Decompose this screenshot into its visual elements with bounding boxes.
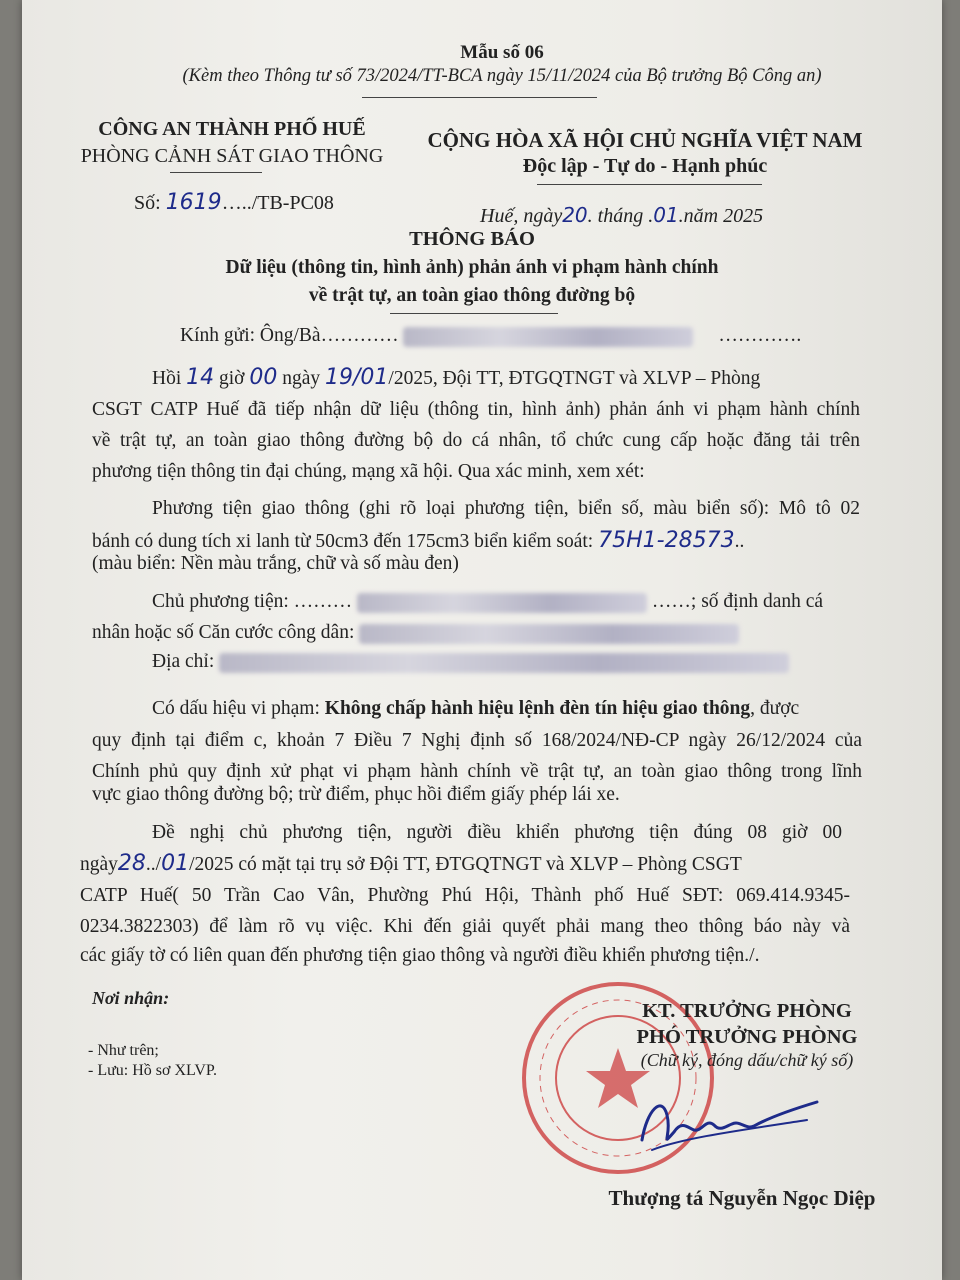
redacted-id [359, 624, 739, 644]
issue-date: Huế, ngày20. tháng .01.năm 2025 [480, 203, 764, 227]
recipient-item-2: - Lưu: Hồ sơ XLVP. [88, 1062, 217, 1079]
violation-line1: Có dấu hiệu vi phạm: Không chấp hành hiệu lệnh đèn tín hiệu giao thông, được [152, 698, 800, 719]
document-subtitle-2: về trật tự, an toàn giao thông đường bộ [308, 285, 636, 306]
republic-motto: Độc lập - Tự do - Hạnh phúc [522, 155, 768, 177]
paragraph-receipt-line4: phương tiện thông tin đại chúng, mạng xã hội. Qua xác minh, xem xét: [92, 461, 645, 482]
signer-name: Thượng tá Nguyễn Ngọc Diệp [608, 1186, 876, 1210]
recipient-item-1: - Như trên; [88, 1042, 159, 1059]
violation-line4: vực giao thông đường bộ; trừ điểm, phục hồi điểm giấy phép lái xe. [92, 784, 620, 805]
receipt-date: 19/01 [325, 365, 389, 390]
date-month: 01 [653, 203, 679, 227]
handwritten-signature [622, 1080, 822, 1160]
republic-title: CỘNG HÒA XÃ HỘI CHỦ NGHĨA VIỆT NAM [427, 128, 863, 152]
time-minute: 00 [249, 365, 278, 390]
form-number: Mẫu số 06 [460, 42, 544, 63]
paragraph-receipt-line3: về trật tự, an toàn giao thông đường bộ do cá nhân, tổ chức cung cấp hoặc đăng tải trên [92, 430, 860, 451]
number-suffix: …../TB-PC08 [221, 192, 334, 214]
divider [170, 172, 262, 173]
violation-description: Không chấp hành hiệu lệnh đèn tín hiệu giao thông [324, 698, 751, 719]
request-line4: 0234.3822303) để làm rõ vụ việc. Khi đến giải quyết phải mang theo thông báo này và [80, 916, 850, 937]
form-reference: (Kèm theo Thông tư số 73/2024/TT-BCA ngày 15/11/2024 của Bộ trưởng Bộ Công an) [182, 66, 822, 86]
recipients-heading: Nơi nhận: [92, 988, 170, 1008]
owner-line1: Chủ phương tiện: ……… ……; số định danh cá [152, 591, 824, 612]
divider [537, 184, 762, 185]
divider [390, 313, 558, 314]
license-plate: 75H1-28573 [598, 528, 735, 553]
address-label: Địa chỉ: [152, 651, 215, 672]
divider [362, 97, 597, 98]
document-title: THÔNG BÁO [409, 228, 535, 250]
signer-title-2: PHÓ TRƯỞNG PHÒNG [636, 1026, 858, 1048]
request-line2: ngày28../01/2025 có mặt tại trụ sở Đội TT, ĐTGQTNGT và XLVP – Phòng CSGT [80, 851, 742, 876]
appointment-month: 01 [161, 851, 190, 876]
date-day: 20 [562, 203, 588, 227]
redacted-owner [357, 593, 647, 613]
time-hour: 14 [186, 365, 215, 390]
vehicle-line2: bánh có dung tích xi lanh từ 50cm3 đến 175cm3 biển kiểm soát: 75H1-28573.. [92, 528, 745, 553]
vehicle-line1: Phương tiện giao thông (ghi rõ loại phương tiện, biển số, màu biển số): Mô tô 02 [152, 498, 860, 519]
owner-line2 [92, 617, 739, 648]
number-label: Số: [134, 192, 161, 214]
request-line3: CATP Huế( 50 Trần Cao Vân, Phường Phú Hội, Thành phố Huế SĐT: 069.414.9345- [80, 885, 850, 906]
request-line1: Đề nghị chủ phương tiện, người điều khiển phương tiện đúng 08 giờ 00 [152, 822, 842, 843]
owner-address [152, 646, 789, 677]
violation-line3: Chính phủ quy định xử phạt vi phạm hành chính về trật tự, an toàn giao thông trong lĩnh [92, 761, 862, 782]
paragraph-receipt-line2: CSGT CATP Huế đã tiếp nhận dữ liệu (thông tin, hình ảnh) phản ánh vi phạm hành chính [92, 399, 860, 420]
redacted-name [403, 327, 693, 347]
recipient-label: Kính gửi: Ông/Bà………… [180, 325, 399, 346]
appointment-day: 28 [117, 851, 146, 876]
violation-line2: quy định tại điểm c, khoản 7 Điều 7 Nghị định số 168/2024/NĐ-CP ngày 26/12/2024 của [92, 730, 862, 751]
document-page [22, 0, 942, 1280]
id-label: nhân hoặc số Căn cước công dân: [92, 622, 355, 643]
document-subtitle-1: Dữ liệu (thông tin, hình ảnh) phản ánh vi phạm hành chính [225, 257, 719, 278]
owner-label: Chủ phương tiện: ……… [152, 591, 353, 612]
signer-title-1: KT. TRƯỞNG PHÒNG [642, 1000, 852, 1022]
agency-name: CÔNG AN THÀNH PHỐ HUẾ [98, 118, 366, 140]
department-name: PHÒNG CẢNH SÁT GIAO THÔNG [80, 145, 384, 167]
paragraph-receipt-line1: Hồi 14 giờ 00 ngày 19/01/2025, Đội TT, ĐTGQTNGT và XLVP – Phòng [152, 365, 761, 390]
request-line5: các giấy tờ có liên quan đến phương tiện giao thông và người điều khiển phương tiện./. [80, 945, 760, 966]
redacted-address [219, 653, 789, 673]
vehicle-line3: (màu biển: Nền màu trắng, chữ và số màu đen) [92, 553, 459, 574]
number-handwritten: 1619 [165, 190, 222, 215]
document-number [134, 190, 334, 215]
recipient-line: Kính gửi: Ông/Bà………… …………. [180, 325, 802, 346]
signature-note: (Chữ ký, đóng dấu/chữ ký số) [640, 1050, 854, 1070]
